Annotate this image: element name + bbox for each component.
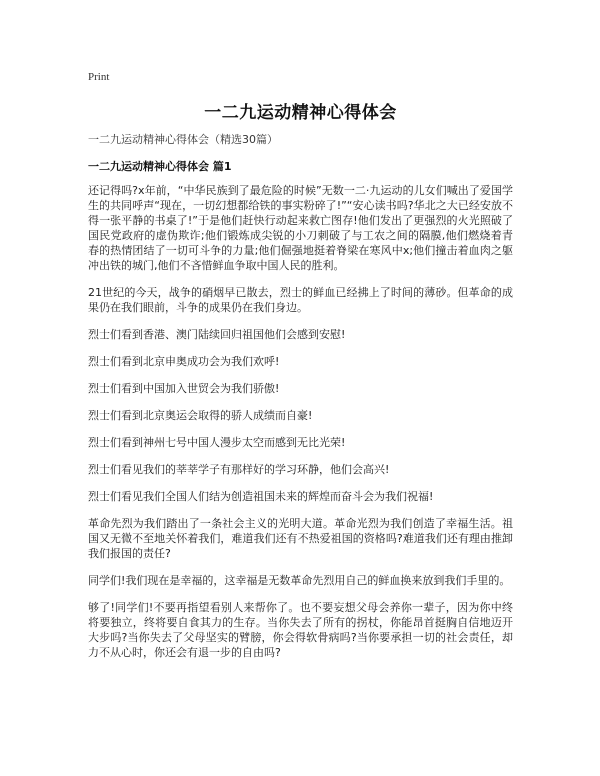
document-subtitle: 一二九运动精神心得体会（精选30篇） (88, 133, 278, 146)
paragraph: 烈士们看见我们全国人们结为创造祖国未来的辉煌而奋斗会为我们祝福! (88, 490, 434, 503)
paragraph: 烈士们看见我们的莘莘学子有那样好的学习环静，他们会高兴! (88, 463, 390, 476)
print-label: Print (88, 71, 110, 83)
paragraph: 烈士们看到北京奥运会取得的骄人成绩而自豪! (88, 409, 313, 422)
paragraph: 还记得吗?x年前，“中华民族到了最危险的时候”无数一二·九运动的儿女们喊出了爱国学生的共同呼声“现在，一切幻想都给铁的事实粉碎了!”“安心读书吗?华北之大已经安放不得一张平静的书桌了!”于是他们赶快行动起来救亡图存!他们发出了更强烈的火光照破了国民党政府的虚伪欺诈;他们锻炼成尖锐的小刀刺破了与工农之间的隔膜,他们燃烧着青春的热情团结了一切可斗争的力量;他们倔强地挺着脊梁在寒风中x;他们撞击着血肉之躯冲出铁的城门,他们不吝惜鲜血争取中国人民的胜利。 (88, 184, 513, 272)
paragraph: 烈士们看到中国加入世贸会为我们骄傲! (88, 382, 280, 395)
paragraph: 21世纪的今天，战争的硝烟早已散去，烈士的鲜血已经拂上了时间的薄砂。但革命的成果仍在我们眼前，斗争的成果仍在我们身边。 (88, 286, 513, 314)
document-title: 一二九运动精神心得体会 (204, 103, 397, 123)
paragraph: 烈士们看到北京申奥成功会为我们欢呼! (88, 355, 280, 368)
document-body (88, 183, 513, 672)
paragraph: 够了!同学们!不要再指望看别人来帮你了。也不要妄想父母会养你一辈子，因为你中终将要独立，终将要自食其力的生存。当你失去了所有的拐杖，你能昂首挺胸自信地迈开大步吗?当你失去了父母坚实的臂膀，你会得软骨病吗?当你要承担一切的社会责任，却力不从心时，你还会有退一步的自由吗? (88, 601, 513, 659)
paragraph: 同学们!我们现在是幸福的，这幸福是无数革命先烈用自己的鲜血换来放到我们手里的。 (88, 574, 511, 587)
paragraph: 烈士们看到神州七号中国人漫步太空而感到无比光荣! (88, 436, 346, 449)
section-heading: 一二九运动精神心得体会 篇1 (88, 160, 232, 173)
paragraph: 烈士们看到香港、澳门陆续回归祖国他们会感到安慰! (88, 328, 346, 341)
paragraph: 革命先烈为我们踏出了一条社会主义的光明大道。革命光烈为我们创造了幸福生活。祖国又无微不至地关怀着我们，难道我们还有不热爱祖国的资格吗?难道我们还有理由推卸我们报国的责任? (88, 517, 513, 560)
